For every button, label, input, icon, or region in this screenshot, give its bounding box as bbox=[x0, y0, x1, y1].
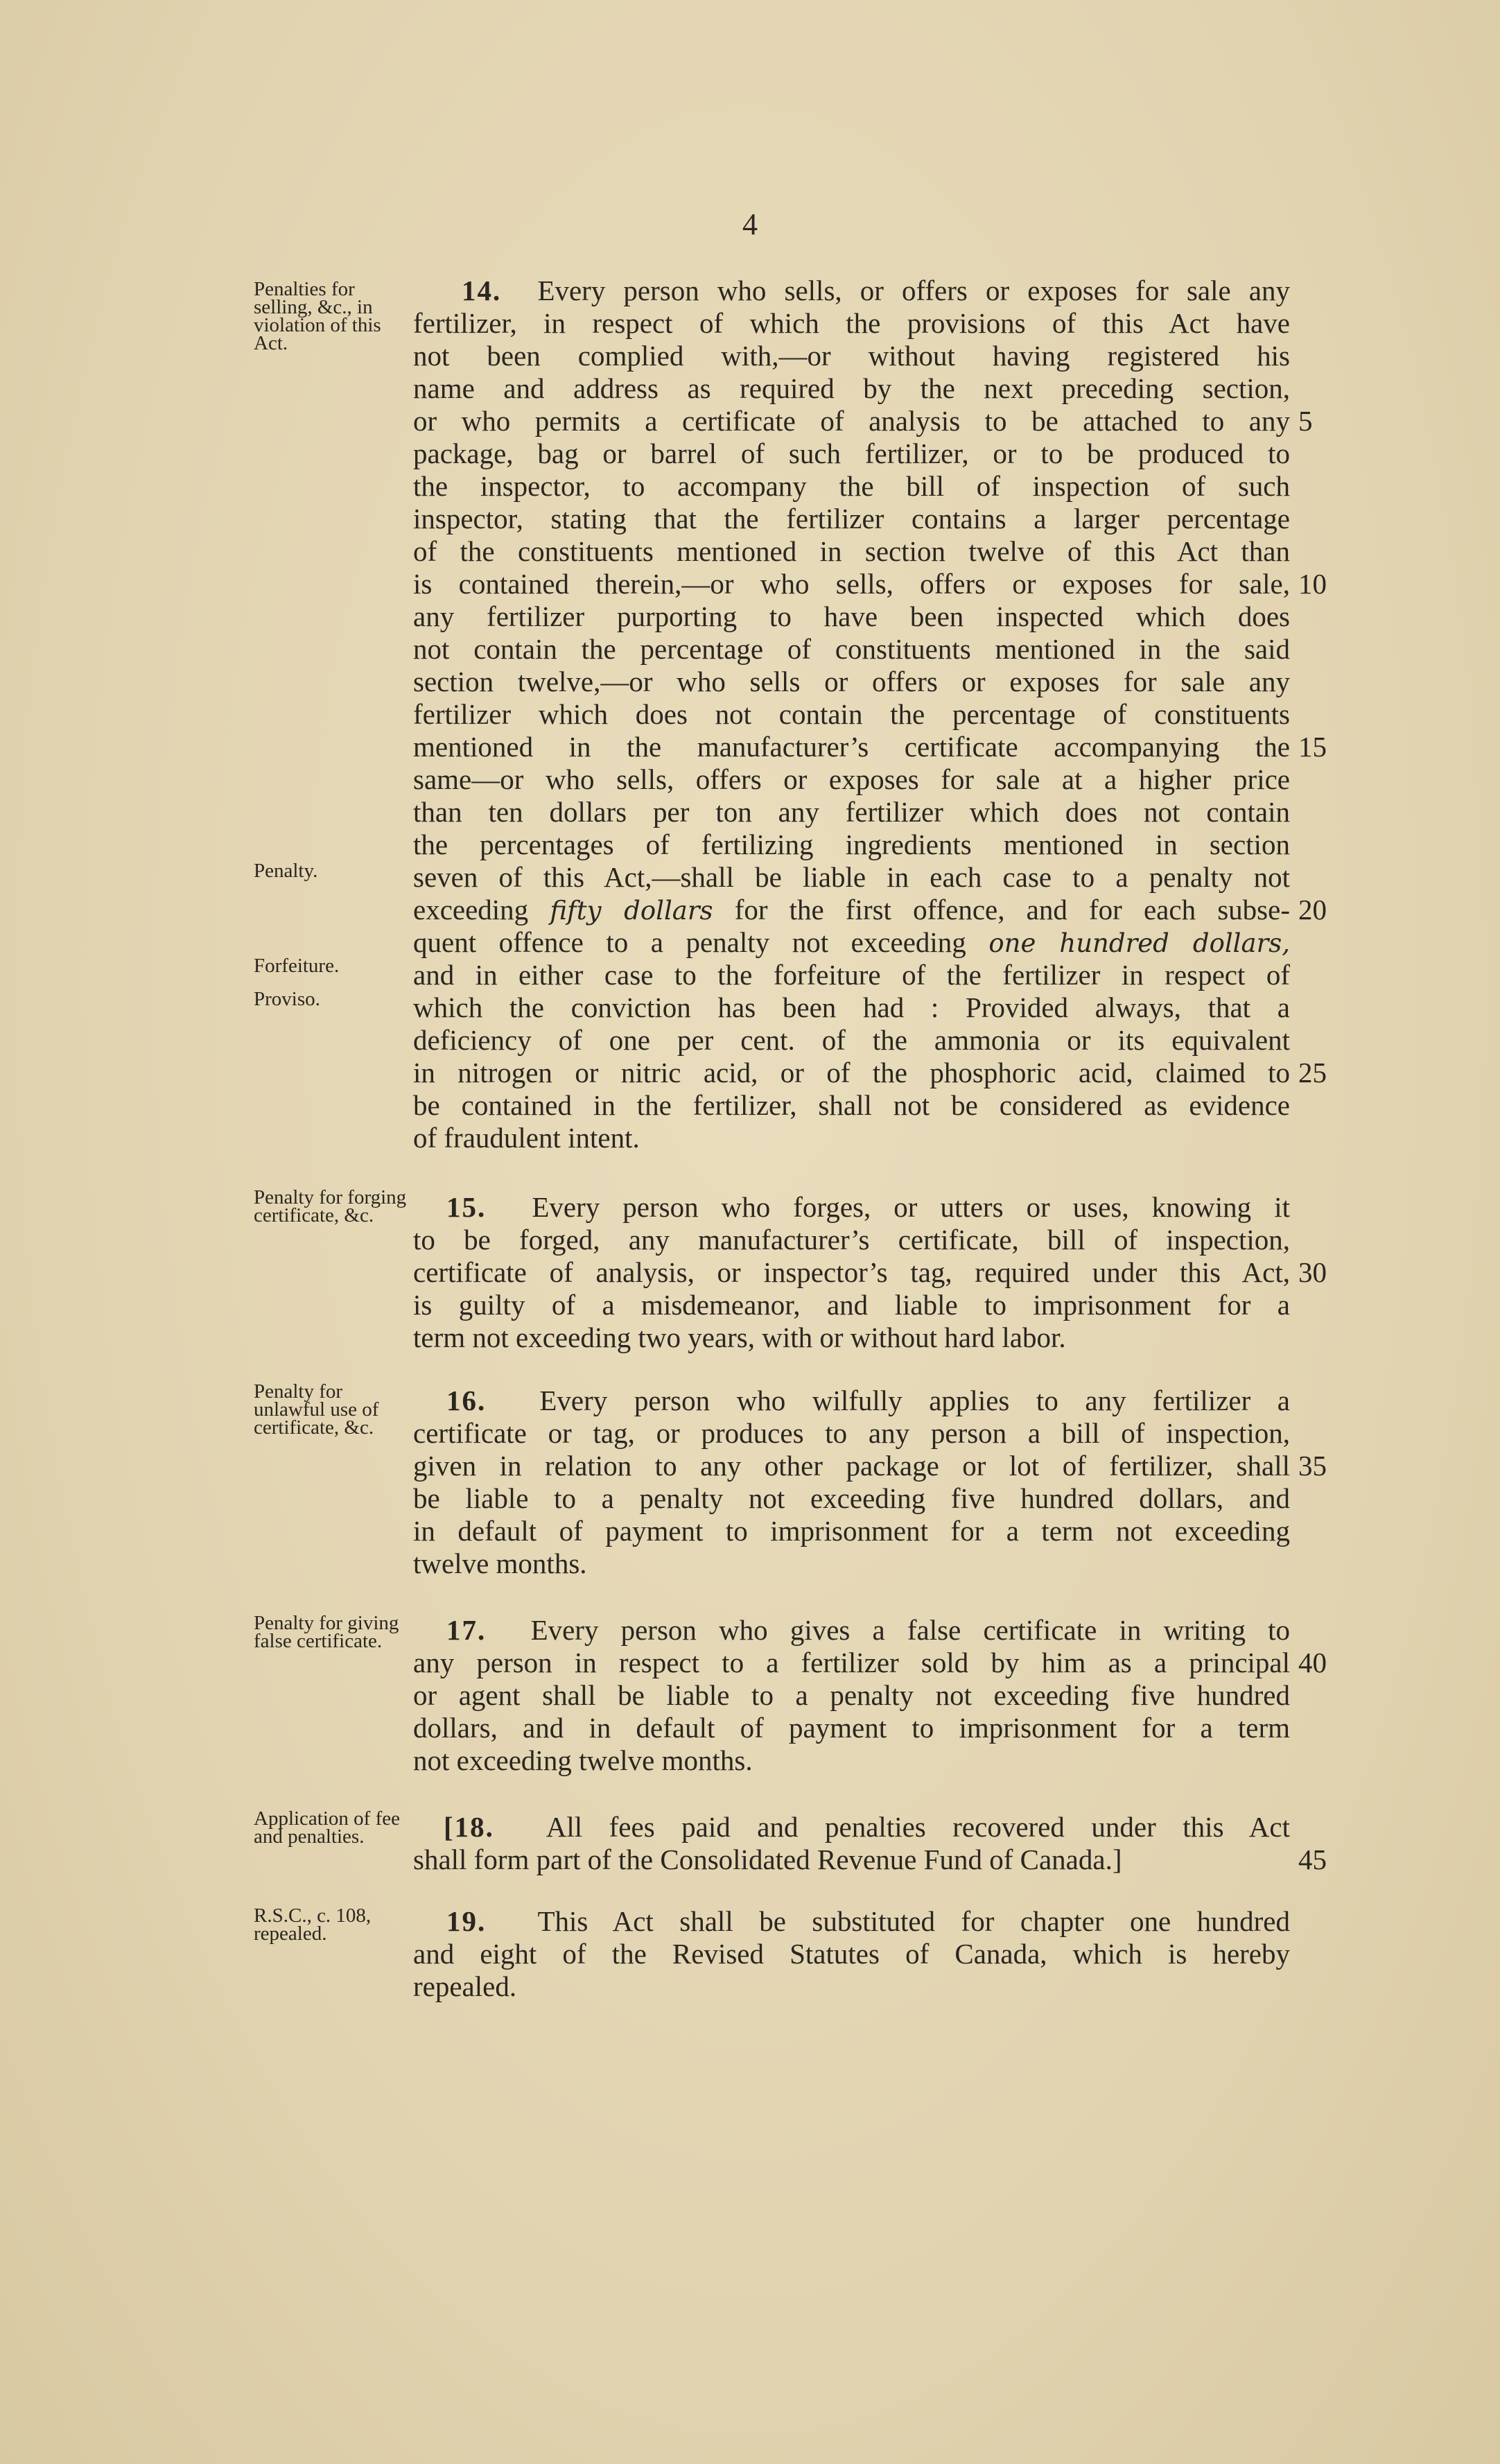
s14-line-22: and in either case to the forfeiture of the fertilizer in respect of bbox=[413, 959, 1290, 991]
sidenote-application-of-fees: Application of fee and penalties. bbox=[254, 1807, 400, 1848]
section-number-16: 16. bbox=[446, 1385, 487, 1416]
line-number-25: 25 bbox=[1298, 1057, 1327, 1088]
s14-line-24: deficiency of one per cent. of the ammonia or its equivalent bbox=[413, 1024, 1290, 1056]
s14-line-3: not been complied with,—or without having registered his bbox=[413, 340, 1290, 372]
s14-line-7: the inspector, to accompany the bill of inspection of such bbox=[413, 470, 1290, 502]
s14-line-14: fertilizer which does not contain the percentage of constituents bbox=[413, 698, 1290, 730]
s17-line-3: or agent shall be liable to a penalty not exceeding five hundred bbox=[413, 1679, 1290, 1711]
s17-line-5: not exceeding twelve months. bbox=[413, 1744, 753, 1776]
sidenote-rsc-repealed: R.S.C., c. 108, repealed. bbox=[254, 1905, 372, 1945]
s14-line-21: quent offence to a penalty not exceeding one hundred dollars, bbox=[413, 926, 1290, 958]
line-number-5: 5 bbox=[1298, 405, 1313, 437]
s14-line-12: not contain the percentage of constituents mentioned in the said bbox=[413, 633, 1290, 665]
s14-line-23: which the conviction has been had : Provided always, that a bbox=[413, 991, 1290, 1023]
s14-line-10: is contained therein,—or who sells, offers or exposes for sale, bbox=[413, 568, 1290, 600]
s14-line-25: in nitrogen or nitric acid, or of the phosphoric acid, claimed to bbox=[413, 1057, 1290, 1088]
section-number-18: [18. bbox=[444, 1811, 494, 1843]
s16-line-2: certificate or tag, or produces to any person a bill of inspection, bbox=[413, 1417, 1290, 1449]
s14-line-20: exceeding fifty dollars for the first offence, and for each subse- bbox=[413, 894, 1290, 926]
s14-line-15: mentioned in the manufacturer’s certificate accompanying the bbox=[413, 731, 1290, 763]
line-number-40: 40 bbox=[1298, 1647, 1327, 1678]
sidenote-proviso: Proviso. bbox=[254, 988, 320, 1010]
s16-line-3: given in relation to any other package or lot of fertilizer, shall bbox=[413, 1450, 1290, 1482]
s14-line-1: 14. Every person who sells, or offers or exposes for sale any bbox=[462, 275, 1290, 306]
sidenote-penalty-for-unlawful-use: Penalty for unlawful use of certificate, &c. bbox=[254, 1380, 379, 1439]
line-number-35: 35 bbox=[1298, 1450, 1327, 1482]
s14-line-2: fertilizer, in respect of which the provisions of this Act have bbox=[413, 307, 1290, 339]
sidenote-penalty-for-false-certificate: Penalty for giving false certificate. bbox=[254, 1612, 399, 1652]
line-number-10: 10 bbox=[1298, 568, 1327, 600]
s18-line-2: shall form part of the Consolidated Revenue Fund of Canada.] bbox=[413, 1843, 1122, 1875]
sidenote-penalty-for-forging: Penalty for forging certificate, &c. bbox=[254, 1186, 407, 1226]
s17-line-4: dollars, and in default of payment to imprisonment for a term bbox=[413, 1712, 1290, 1744]
s15-line-3: certificate of analysis, or inspector’s tag, required under this Act, bbox=[413, 1256, 1290, 1288]
section-number-15: 15. bbox=[446, 1191, 487, 1223]
s14-line-18: the percentages of fertilizing ingredients mentioned in section bbox=[413, 828, 1290, 860]
s16-line-4: be liable to a penalty not exceeding five hundred dollars, and bbox=[413, 1482, 1290, 1514]
s15-line-5: term not exceeding two years, with or without hard labor. bbox=[413, 1321, 1066, 1353]
s14-line-19: seven of this Act,—shall be liable in each case to a penalty not bbox=[413, 861, 1290, 893]
s19-line-1: 19. This Act shall be substituted for chapter one hundred bbox=[446, 1905, 1290, 1937]
line-number-45: 45 bbox=[1298, 1843, 1327, 1875]
page-number: 4 bbox=[742, 207, 758, 241]
sidenote-penalty: Penalty. bbox=[254, 860, 318, 882]
s14-line-8: inspector, stating that the fertilizer contains a larger percentage bbox=[413, 503, 1290, 535]
s14-line-6: package, bag or barrel of such fertilizer, or to be produced to bbox=[413, 437, 1290, 469]
s16-line-6: twelve months. bbox=[413, 1547, 587, 1579]
line-number-30: 30 bbox=[1298, 1256, 1327, 1288]
s14-line-9: of the constituents mentioned in section twelve of this Act than bbox=[413, 535, 1290, 567]
s14-line-26: be contained in the fertilizer, shall not be considered as evidence bbox=[413, 1089, 1290, 1121]
s16-line-5: in default of payment to imprisonment for a term not exceeding bbox=[413, 1515, 1290, 1547]
s15-line-1: 15. Every person who forges, or utters or uses, knowing it bbox=[446, 1191, 1290, 1223]
s19-line-3: repealed. bbox=[413, 1970, 517, 2002]
s17-line-1: 17. Every person who gives a false certificate in writing to bbox=[446, 1614, 1290, 1646]
line-number-15: 15 bbox=[1298, 731, 1327, 763]
s14-line-13: section twelve,—or who sells or offers or exposes for sale any bbox=[413, 666, 1290, 697]
section-number-14: 14. bbox=[462, 275, 502, 306]
s14-line-16: same—or who sells, offers or exposes for sale at a higher price bbox=[413, 763, 1290, 795]
s14-line-17: than ten dollars per ton any fertilizer which does not contain bbox=[413, 796, 1290, 828]
section-number-19: 19. bbox=[446, 1905, 487, 1937]
s18-line-1: [18. All fees paid and penalties recovered under this Act bbox=[444, 1811, 1290, 1843]
s14-line-11: any fertilizer purporting to have been inspected which does bbox=[413, 600, 1290, 632]
s16-line-1: 16. Every person who wilfully applies to any fertilizer a bbox=[446, 1385, 1290, 1416]
handwritten-fifty-dollars: fifty dollars bbox=[550, 896, 713, 926]
sidenote-penalties-for-selling: Penalties for selling, &c., in violation of this Act. bbox=[254, 278, 381, 354]
section-number-17: 17. bbox=[446, 1614, 487, 1646]
s15-line-2: to be forged, any manufacturer’s certificate, bill of inspection, bbox=[413, 1224, 1290, 1256]
line-number-20: 20 bbox=[1298, 894, 1327, 926]
s14-line-4: name and address as required by the next preceding section, bbox=[413, 372, 1290, 404]
s14-line-5: or who permits a certificate of analysis to be attached to any bbox=[413, 405, 1290, 437]
s19-line-2: and eight of the Revised Statutes of Canada, which is hereby bbox=[413, 1938, 1290, 1970]
s15-line-4: is guilty of a misdemeanor, and liable to imprisonment for a bbox=[413, 1289, 1290, 1321]
sidenote-forfeiture: Forfeiture. bbox=[254, 955, 340, 977]
s17-line-2: any person in respect to a fertilizer sold by him as a principal bbox=[413, 1647, 1290, 1678]
s14-line-27: of fraudulent intent. bbox=[413, 1122, 640, 1154]
handwritten-one-hundred-dollars: one hundred dollars, bbox=[988, 928, 1290, 958]
